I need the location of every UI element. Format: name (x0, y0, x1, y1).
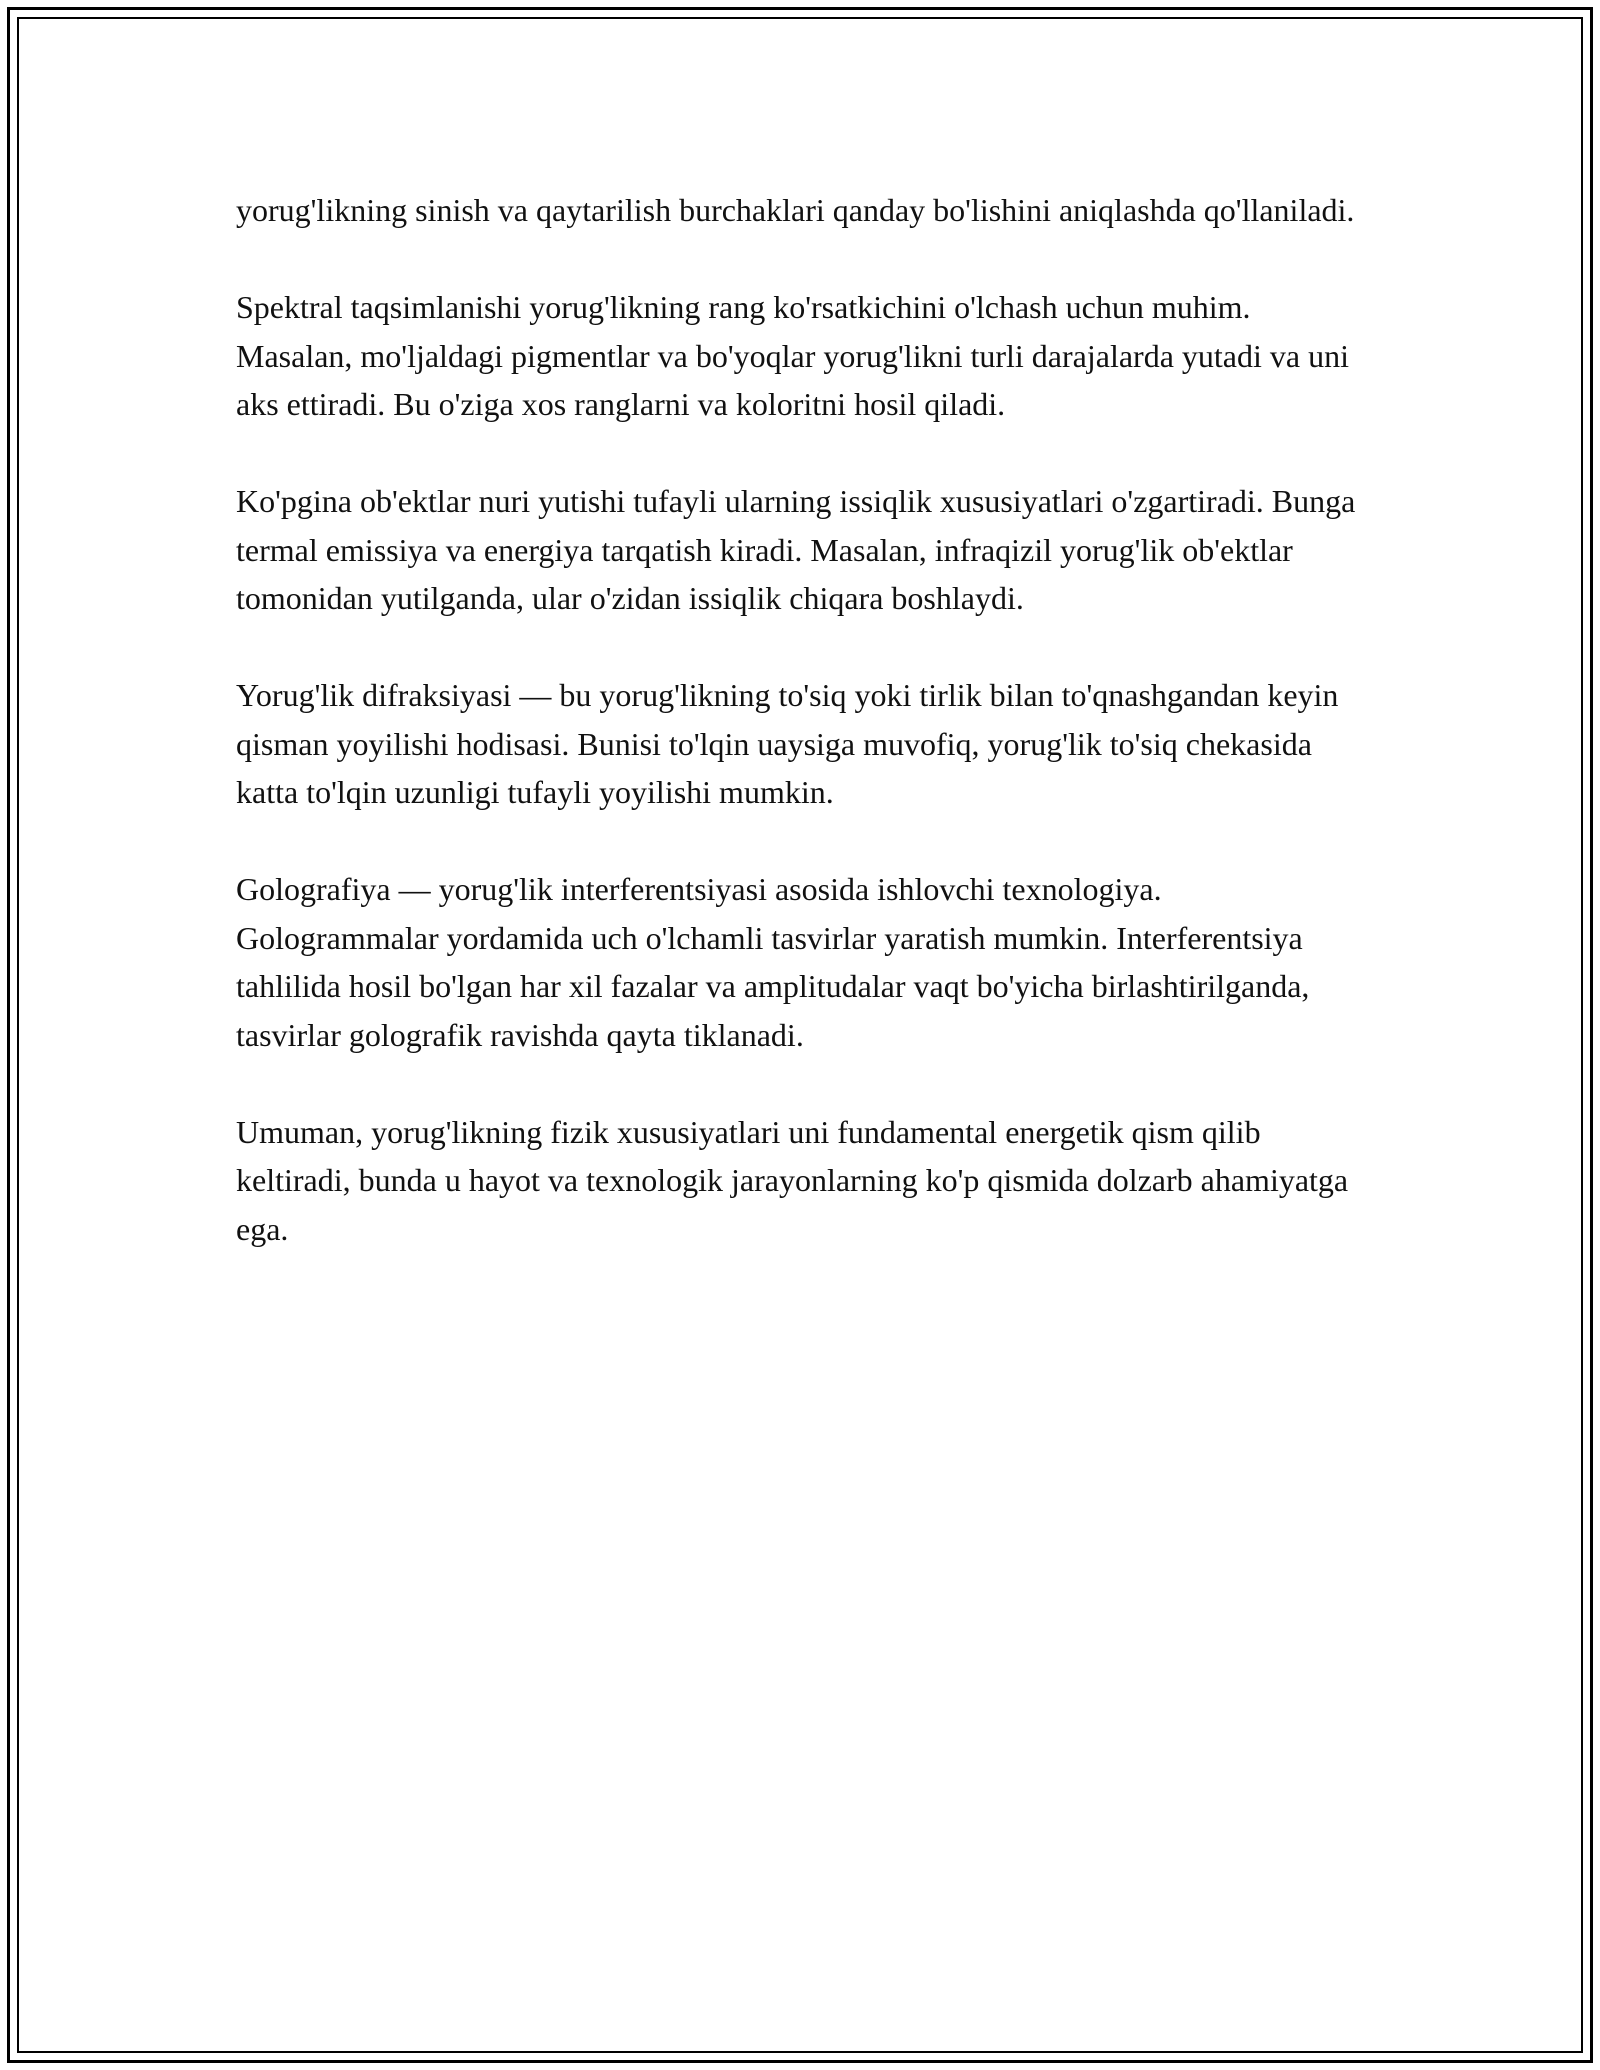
paragraph-holography: Golografiya — yorug'lik interferentsiyasi asosida ishlovchi texnologiya. Gologrammalar yordamida uch o'lchamli tasvirlar yaratish mumkin. Interferentsiya tahlilida hosil bo'lgan har xil fazalar va amplitudalar vaqt bo'yicha birlashtirilganda, tasvirlar golografik ravishda qayta tiklanadi. (236, 871, 1310, 1053)
paragraph-thermal-properties: Ko'pgina ob'ektlar nuri yutishi tufayli ularning issiqlik xususiyatlari o'zgartiradi. Bunga termal emissiya va energiya tarqatish kiradi. Masalan, infraqizil yorug'lik ob'ektlar tomonidan yutilganda, ular o'zidan issiqlik chiqara boshlaydi. (236, 483, 1356, 616)
paragraph-conclusion: Umuman, yorug'likning fizik xususiyatlari uni fundamental energetik qism qilib keltiradi, bunda u hayot va texnologik jarayonlarning ko'p qismida dolzarb ahamiyatga ega. (236, 1113, 1349, 1247)
paragraph-diffraction: Yorug'lik difraksiyasi — bu yorug'likning to'siq yoki tirlik bilan to'qnashgandan keyin qisman yoyilishi hodisasi. Bunisi to'lqin uaysiga muvofiq, yorug'lik to'siq chekasida katta to'lqin uzunligi tufayli yoyilishi mumkin. (236, 677, 1339, 810)
paragraph-refraction-continuation: yorug'likning sinish va qaytarilish burchaklari qanday bo'lishini aniqlashda qo'llaniladi. (236, 192, 1355, 228)
document-body (236, 186, 1366, 1253)
paragraph-spectral-distribution: Spektral taqsimlanishi yorug'likning rang ko'rsatkichini o'lchash uchun muhim. Masalan, mo'ljaldagi pigmentlar va bo'yoqlar yorug'likni turli darajalarda yutadi va uni aks ettiradi. Bu o'ziga xos ranglarni va koloritni hosil qiladi. (236, 289, 1349, 422)
